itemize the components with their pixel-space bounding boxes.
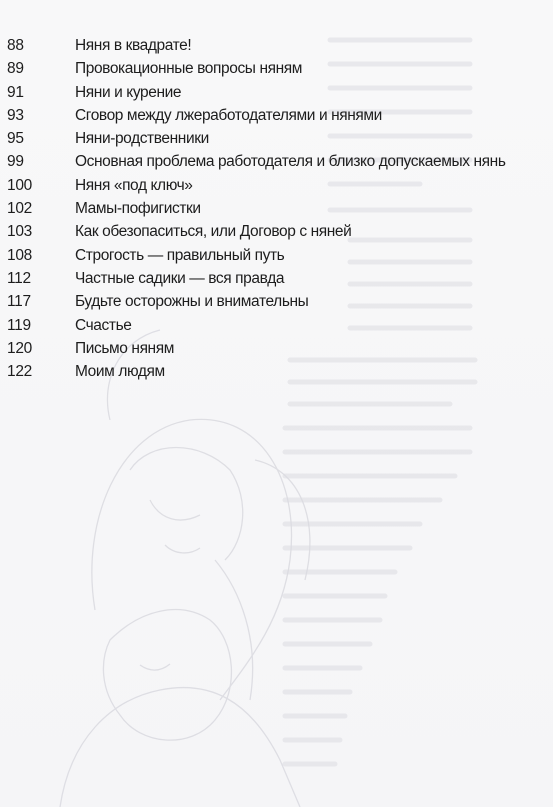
toc-chapter-title: Провокационные вопросы няням [75, 60, 303, 78]
toc-chapter-title: Счастье [75, 316, 132, 334]
toc-chapter-title: Письмо няням [75, 339, 174, 357]
toc-entry [0, 81, 553, 104]
toc-page-number: 100 [7, 176, 32, 194]
toc-entry [0, 267, 553, 290]
toc-chapter-title: Няни и курение [75, 83, 182, 101]
toc-entry [0, 197, 553, 220]
toc-page-number: 112 [7, 269, 31, 287]
toc-chapter-title: Будьте осторожны и внимательны [75, 293, 309, 311]
toc-entry [0, 127, 553, 150]
toc-page-number: 122 [7, 363, 32, 381]
toc-page-number: 99 [7, 153, 24, 171]
toc-page-number: 120 [7, 339, 32, 357]
toc-entry [0, 57, 553, 80]
toc-entry [0, 314, 553, 337]
toc-entry [0, 220, 553, 243]
toc-page-number: 117 [7, 293, 31, 311]
toc-page-number: 93 [7, 106, 24, 124]
toc-page-number: 108 [7, 246, 32, 264]
toc-chapter-title: Няни-родственники [75, 130, 209, 148]
toc-entry [0, 337, 553, 360]
toc-entry [0, 174, 553, 197]
toc-chapter-title: Моим людям [75, 363, 165, 381]
toc-chapter-title: Сговор между лжеработодателями и нянями [75, 106, 382, 124]
toc-chapter-title: Основная проблема работодателя и близко допускаемых нянь [75, 153, 506, 171]
toc-entry [0, 360, 553, 383]
toc-entry [0, 104, 553, 127]
toc-page-number: 119 [7, 316, 31, 334]
toc-page-number: 89 [7, 60, 24, 78]
toc-page-number: 102 [7, 200, 32, 218]
toc-page-number: 95 [7, 130, 24, 148]
toc-page-number: 103 [7, 223, 32, 241]
toc-entry [0, 150, 553, 173]
toc-page-number: 88 [7, 37, 24, 54]
toc-chapter-title: Няня «под ключ» [75, 176, 193, 194]
toc-chapter-title: Частные садики — вся правда [75, 269, 285, 287]
toc-page-number: 91 [7, 83, 24, 101]
toc-entry [0, 290, 553, 313]
toc-chapter-title: Строгость — правильный путь [75, 246, 285, 264]
table-of-contents [0, 34, 553, 383]
toc-chapter-title: Няня в квадрате! [75, 37, 192, 54]
toc-chapter-title: Как обезопаситься, или Договор с няней [75, 223, 352, 241]
toc-entry [0, 34, 553, 57]
toc-entry [0, 244, 553, 267]
toc-chapter-title: Мамы-пофигистки [75, 200, 201, 218]
